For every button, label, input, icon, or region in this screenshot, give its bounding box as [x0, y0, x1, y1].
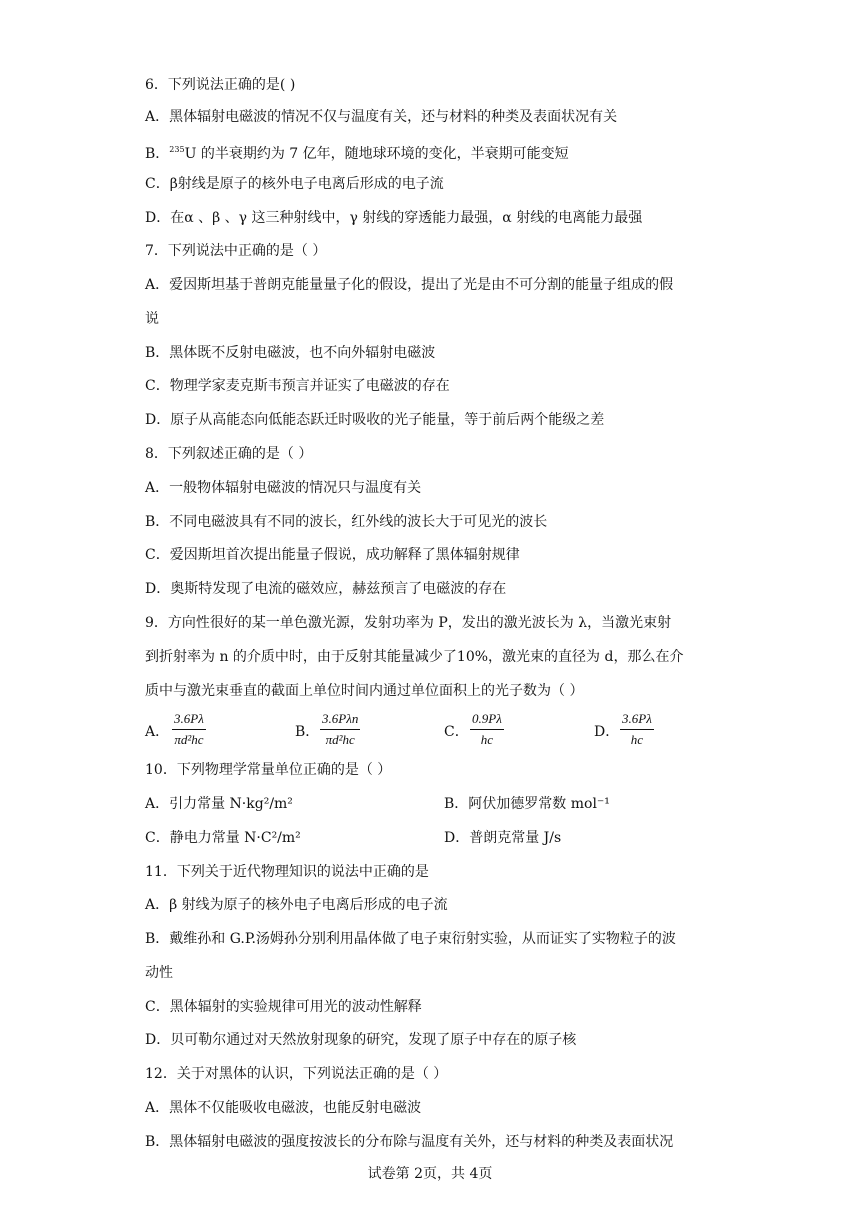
- q9-option-a-fraction: [172, 711, 206, 748]
- q11-option-b-line2: 动性: [145, 965, 173, 981]
- isotope-mass-number: 235: [169, 145, 185, 154]
- q7-option-c: C．物理学家麦克斯韦预言并证实了电磁波的存在: [145, 378, 450, 394]
- q9-option-b-fraction: [320, 711, 360, 748]
- q7-option-a-line2: 说: [145, 311, 159, 327]
- q10-option-d: D．普朗克常量 J/s: [444, 830, 562, 846]
- q8-option-d: D．奥斯特发现了电流的磁效应，赫兹预言了电磁波的存在: [145, 581, 507, 597]
- q9-option-b-label: B．: [295, 724, 320, 740]
- q6-option-b-text: U 的半衰期约为 7 亿年，随地球环境的变化，半衰期可能变短: [184, 146, 569, 162]
- q9-option-c-denominator: hc: [480, 732, 494, 747]
- q9-stem-line3: 质中与激光束垂直的截面上单位时间内通过单位面积上的光子数为（ ）: [145, 683, 584, 699]
- q9-option-c-numerator: 0.9Pλ: [470, 711, 504, 730]
- q12-stem: 12．关于对黑体的认识，下列说法正确的是（ ）: [145, 1066, 448, 1082]
- q9-option-b-denominator: πd²hc: [325, 732, 355, 747]
- q12-option-a: A．黑体不仅能吸收电磁波，也能反射电磁波: [145, 1100, 422, 1116]
- q9-option-d-denominator: hc: [630, 732, 644, 747]
- q6-option-d: D．在α 、β 、γ 这三种射线中，γ 射线的穿透能力最强，α 射线的电离能力最强: [145, 210, 643, 226]
- q12-option-b: B．黑体辐射电磁波的强度按波长的分布除与温度有关外，还与材料的种类及表面状况: [145, 1134, 674, 1150]
- q9-stem-line2: 到折射率为 n 的介质中时，由于反射其能量减少了10%，激光束的直径为 d，那么在介: [145, 649, 684, 665]
- q10-option-c: C．静电力常量 N·C²/m²: [145, 830, 301, 846]
- q7-option-d: D．原子从高能态向低能态跃迁时吸收的光子能量，等于前后两个能级之差: [145, 412, 605, 428]
- q11-option-a: A．β 射线为原子的核外电子电离后形成的电子流: [145, 897, 448, 913]
- q11-option-d: D．贝可勒尔通过对天然放射现象的研究，发现了原子中存在的原子核: [145, 1032, 577, 1048]
- q8-option-c: C．爱因斯坦首次提出能量子假说，成功解释了黑体辐射规律: [145, 547, 520, 563]
- q6-option-a: A．黑体辐射电磁波的情况不仅与温度有关，还与材料的种类及表面状况有关: [145, 109, 618, 125]
- q10-option-a: A．引力常量 N·kg²/m²: [145, 796, 293, 812]
- q6-option-b: [145, 141, 569, 163]
- q9-stem-line1: 9．方向性很好的某一单色激光源，发射功率为 P，发出的激光波长为 λ，当激光束射: [145, 615, 672, 631]
- q6-stem: 6．下列说法正确的是( ): [145, 77, 296, 93]
- q9-option-d-numerator: 3.6Pλ: [620, 711, 654, 730]
- q8-option-a: A．一般物体辐射电磁波的情况只与温度有关: [145, 480, 422, 496]
- q8-option-b: B．不同电磁波具有不同的波长，红外线的波长大于可见光的波长: [145, 514, 548, 530]
- q7-option-b: B．黑体既不反射电磁波，也不向外辐射电磁波: [145, 345, 436, 361]
- q10-stem: 10．下列物理学常量单位正确的是（ ）: [145, 762, 392, 778]
- q8-stem: 8．下列叙述正确的是（ ）: [145, 446, 313, 462]
- q7-option-a-line1: A．爱因斯坦基于普朗克能量量子化的假设，提出了光是由不可分割的能量子组成的假: [145, 277, 674, 293]
- q11-option-b-line1: B．戴维孙和 G.P.汤姆孙分别利用晶体做了电子束衍射实验，从而证实了实物粒子的波: [145, 931, 676, 947]
- q7-stem: 7．下列说法中正确的是（ ）: [145, 243, 327, 259]
- q9-option-a-denominator: πd²hc: [174, 732, 204, 747]
- q9-option-b-numerator: 3.6Pλn: [320, 711, 360, 730]
- q11-option-c: C．黑体辐射的实验规律可用光的波动性解释: [145, 999, 422, 1015]
- q9-option-d-fraction: [620, 711, 654, 748]
- q6-option-c: C．β射线是原子的核外电子电离后形成的电子流: [145, 176, 444, 192]
- page-footer: 试卷第 2页，共 4页: [367, 1166, 493, 1182]
- q9-option-a-label: A．: [145, 724, 170, 740]
- q9-option-c-fraction: [470, 711, 504, 748]
- q10-option-b: B．阿伏加德罗常数 mol⁻¹: [444, 796, 610, 812]
- q11-stem: 11．下列关于近代物理知识的说法中正确的是: [145, 864, 429, 880]
- q6-option-b-label: B．: [145, 146, 170, 162]
- q9-option-d-label: D．: [594, 724, 620, 740]
- q9-option-c-label: C．: [444, 724, 469, 740]
- q9-option-a-numerator: 3.6Pλ: [172, 711, 206, 730]
